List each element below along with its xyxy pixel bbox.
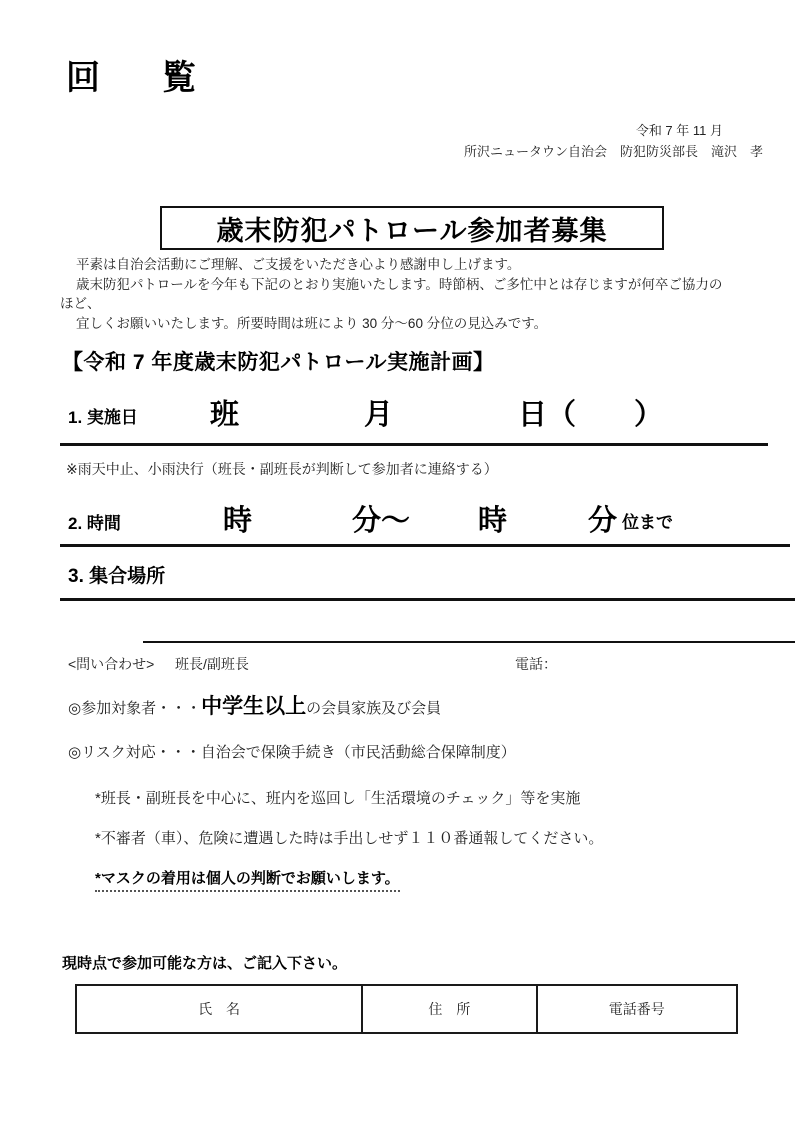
signup-table: [75, 984, 738, 1034]
rain-note: ※雨天中止、小雨決行（班長・副班長が判断して参加者に連絡する）: [66, 461, 498, 477]
notice-title: 歳末防犯パトロール参加者募集: [216, 215, 608, 246]
item3-label: 3. 集合場所: [68, 566, 166, 587]
intro-line-1: 平素は自治会活動にご理解、ご支援をいただき心より感謝申し上げます。: [76, 257, 521, 272]
contact-value: 班長/副班長: [175, 656, 249, 672]
notice-title-box: [160, 206, 664, 250]
kairan-heading: 回 覧: [66, 59, 210, 97]
item2-min1-blank: 分～: [352, 505, 411, 537]
contact-label: <問い合わせ>: [68, 656, 155, 672]
divider-line-3: [60, 598, 795, 601]
table-header-address: 住 所: [363, 986, 537, 1032]
divider-line-2: [60, 544, 790, 547]
mask-note: *マスクの着用は個人の判断でお願いします。: [95, 867, 400, 892]
table-header-phone: 電話番号: [608, 1001, 665, 1017]
plan-heading: 【令和 7 年度歳末防犯パトロール実施計画】: [62, 351, 495, 374]
target-emphasis: 中学生以上: [201, 695, 307, 718]
table-header-name: 氏 名: [77, 986, 363, 1032]
item2-min2-blank: 分: [588, 505, 618, 537]
patrol-note-1: *班長・副班長を中心に、班内を巡回し「生活環境のチェック」等を実施: [95, 790, 581, 807]
target-rest: の会員家族及び会員: [306, 700, 442, 717]
risk-line: ◎リスク対応・・・自治会で保険手続き（市民活動総合保障制度）: [68, 744, 516, 761]
intro-line-2: 歳末防犯パトロールを今年も下記のとおり実施いたします。時節柄、ご多忙中とは存じますが何卒ご協力の: [76, 276, 723, 292]
target-row: [68, 690, 441, 720]
target-label: ◎参加対象者・・・: [68, 700, 202, 717]
intro-line-4: 宜しくお願いいたします。所要時間は班により 30 分～60 分位の見込みです。: [76, 315, 548, 331]
signup-instruction: 現時点で参加可能な方は、ご記入下さい。: [62, 955, 348, 972]
item1-month-blank: 月: [364, 399, 394, 431]
patrol-note-2: *不審者（車）、危険に遭遇した時は手出しせず１１０番通報してください。: [95, 830, 604, 847]
item2-hour2-blank: 時: [478, 505, 508, 537]
intro-paragraph: [60, 255, 765, 333]
intro-line-3: ほど、: [60, 296, 101, 311]
divider-line-4: [143, 641, 795, 643]
divider-line-1: [60, 443, 768, 446]
item1-han-blank: 班: [210, 399, 240, 431]
issuer-line: 所沢ニュータウン自治会 防犯防災部長 滝沢 孝: [463, 144, 763, 159]
item1-day-blank: 日（ ）: [518, 399, 664, 431]
item2-label: 2. 時間: [68, 514, 121, 533]
contact-tel-label: 電話：: [515, 656, 557, 672]
item2-hour1-blank: 時: [223, 505, 253, 537]
issue-date: 令和 7 年 11 月: [635, 123, 723, 138]
item1-label: 1. 実施日: [68, 408, 138, 427]
item2-suffix: 位まで: [622, 513, 673, 532]
